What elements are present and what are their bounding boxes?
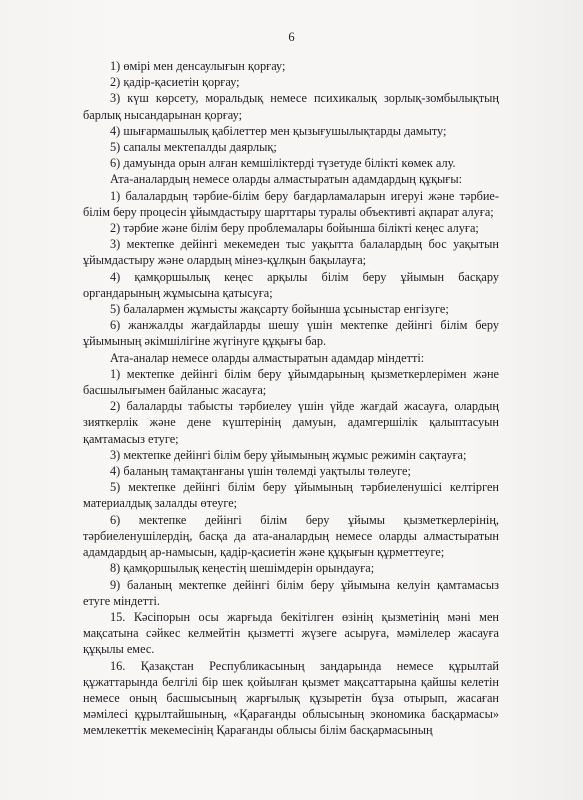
paragraph: 2) балаларды табысты тәрбиелеу үшін үйде жағдай жасауға, олардың зияткерлік және дене күштерінің дамуын, адамгершілік қалыптасуын қамтамасыз етуге; bbox=[83, 399, 499, 446]
paragraph: 4) шығармашылық қабілеттер мен қызығушылықтарды дамыту; bbox=[110, 123, 447, 138]
paragraph: 1) мектепке дейінгі білім беру ұйымдарының қызметкерлерімен және басшылығымен байланыс жасауға; bbox=[83, 366, 499, 398]
paragraph: 6) дамуында орын алған кемшіліктерді түзетуде білікті көмек алу. bbox=[110, 156, 456, 171]
paragraph: 2) тәрбие және білім беру проблемалары бойынша білікті кеңес алуға; bbox=[110, 221, 479, 236]
paragraph: 2) қадір-қасиетін қорғау; bbox=[110, 75, 240, 90]
paragraph: 5) балалармен жұмысты жақсарту бойынша ұсыныстар енгізуге; bbox=[110, 302, 449, 317]
paragraph: 15. Кәсіпорын осы жарғыда бекітілген өзінің қызметінің мәні мен мақсатына сәйкес келмейтін қызметті жүзеге асыруға, мәмілелер жасауға құқылы емес. bbox=[83, 609, 499, 657]
paragraph: 6) жанжалды жағдайларды шешу үшін мектепке дейінгі білім беру ұйымының әкімшілігіне жүгінуге құқығы бар. bbox=[83, 318, 499, 349]
paragraph: 16. Қазақстан Республикасының заңдарында немесе құрылтай құжаттарында белгілі бір шек қойылған қызмет мақсаттарына қайшы келетін немесе оның басшысының жарғылық құзыретін бұза отырып, жасаған мәмілесі құрылтайшының, «Қарағанды облысының экономика басқармасы» мемлекеттік мекемесінің Қарағанды облысы білім басқармасының bbox=[83, 658, 499, 738]
paragraph: 6) мектепке дейінгі білім беру ұйымы қызметкерлерінің, тәрбиеленушілердің, басқа да ата-аналардың немесе оларды алмастыратын адамдардың ар-намысын, қадір-қасиетін және құқығын құрметтеуге; bbox=[83, 512, 499, 560]
paragraph: 5) мектепке дейінгі білім беру ұйымының тәрбиеленушісі келтірген материалдық залалды өтеуге; bbox=[83, 480, 499, 511]
paragraph: 1) балалардың тәрбие-білім беру бағдарламаларын игеруі және тәрбие-білім беру процесін ұйымдастыру шарттары туралы объективті ақпарат алуға; bbox=[83, 188, 499, 219]
page-number: 6 bbox=[288, 30, 295, 44]
paragraph: Ата-аналар немесе оларды алмастыратын адамдар міндетті: bbox=[110, 350, 425, 365]
document-body bbox=[83, 58, 499, 739]
paragraph: 3) мектепке дейінгі мекемеден тыс уақытта балалардың бос уақытын ұйымдастыру және олардың мінез-құлқын бақылауға; bbox=[83, 237, 499, 268]
paragraph: 1) өмірі мен денсаулығын қорғау; bbox=[110, 59, 286, 73]
paragraph: 9) баланың мектепке дейінгі білім беру ұйымына келуін қамтамасыз етуге міндетті. bbox=[83, 577, 499, 608]
paragraph: Ата-аналардың немесе оларды алмастыратын адамдардың құқығы: bbox=[110, 172, 463, 187]
paragraph: 4) қамқоршылық кеңес арқылы білім беру ұйымын басқару органдарының жұмысына қатысуға; bbox=[83, 269, 499, 300]
paragraph: 3) мектепке дейінгі білім беру ұйымының жұмыс режимін сақтауға; bbox=[110, 447, 467, 462]
paragraph: 4) баланың тамақтанғаны үшін төлемді уақтылы төлеуге; bbox=[110, 464, 411, 479]
paragraph: 3) күш көрсету, моральдық немесе психикалық зорлық-зомбылықтың барлық нысандарынан қорғау; bbox=[83, 91, 499, 122]
paragraph: 8) қамқоршылық кеңестің шешімдерін орындауға; bbox=[110, 561, 375, 576]
paragraph: 5) сапалы мектепалды даярлық; bbox=[110, 140, 277, 155]
